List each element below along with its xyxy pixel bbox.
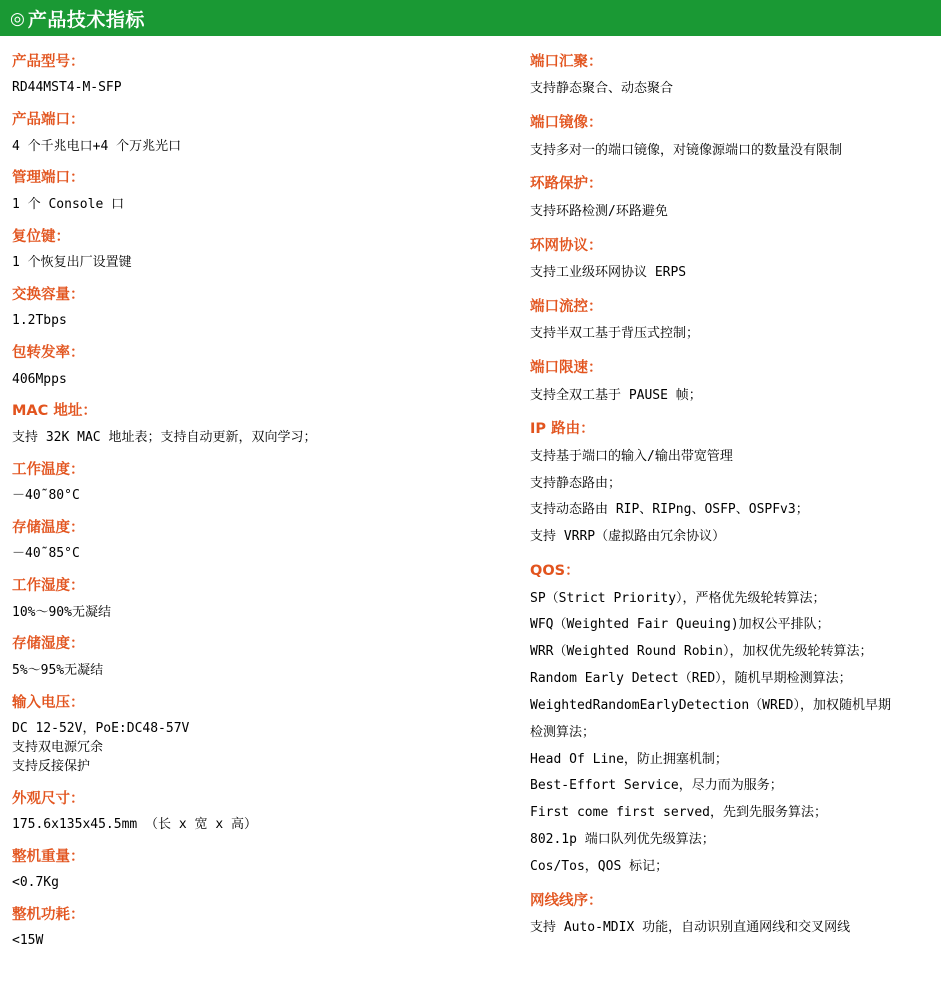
spec-item-switching-capacity — [12, 287, 520, 331]
spec-label: 交换容量： — [12, 286, 85, 303]
spec-label: 网线线序： — [530, 892, 603, 909]
spec-value: DC 12-52V，PoE:DC48-57V 支持双电源冗余 支持反接保护 — [12, 720, 190, 774]
spec-item-dimensions — [12, 791, 520, 835]
spec-item-flow-control — [530, 299, 941, 344]
spec-item-operating-temperature — [12, 462, 520, 506]
spec-label: 产品端口： — [12, 112, 85, 129]
spec-value: 支持半双工基于背压式控制； — [530, 326, 700, 342]
spec-label: 存储温度： — [12, 519, 85, 536]
spec-value: 支持静态聚合、动态聚合 — [530, 81, 674, 97]
spec-item-forwarding-rate — [12, 345, 520, 389]
spec-item-management-port — [12, 170, 520, 214]
page-header — [0, 0, 941, 36]
spec-item-port-mirroring — [530, 115, 941, 160]
spec-item-cable-wiring — [530, 893, 941, 938]
spec-label: 端口流控： — [530, 298, 603, 315]
spec-value: 支持多对一的端口镜像，对镜像源端口的数量没有限制 — [530, 142, 843, 158]
spec-item-storage-temperature — [12, 520, 520, 564]
spec-item-port-aggregation — [530, 54, 941, 99]
spec-label: 环路保护： — [530, 176, 603, 193]
left-spec-column — [0, 54, 520, 965]
spec-columns — [0, 36, 941, 965]
spec-label: 整机功耗： — [12, 906, 85, 923]
spec-value: <15W — [12, 933, 44, 949]
spec-item-mac-address — [12, 403, 520, 447]
spec-item-model — [12, 54, 520, 98]
spec-item-reset-key — [12, 229, 520, 273]
spec-value: 5%～95%无凝结 — [12, 662, 104, 678]
spec-value: 1 个 Console 口 — [12, 196, 125, 212]
spec-item-input-voltage — [12, 695, 520, 777]
spec-item-storage-humidity — [12, 636, 520, 680]
spec-label: IP 路由： — [530, 421, 595, 438]
spec-value: 406Mpps — [12, 371, 67, 387]
spec-label: 产品型号： — [12, 54, 85, 70]
spec-value: 1 个恢复出厂设置键 — [12, 255, 132, 271]
spec-label: 工作温度： — [12, 461, 85, 478]
spec-value: SP（Strict Priority），严格优先级轮转算法； WFQ（Weighted Fair Queuing)加权公平排队； WRR（Weighted Round Robin），加权优先级轮转算法； Random Early Detect（RED），随机早期检测算法； WeightedRandomEarlyDetection（WRED），加权随机早期 检测算法； Head Of Line，防止拥塞机制； Best-Effort Service，尽力而为服务； First come first served，先到先服务算法； 802.1p 端口队列优先级算法； Cos/Tos，QOS 标记； — [530, 590, 891, 874]
spec-value: 支持 Auto-MDIX 功能，自动识别直通网线和交叉网线 — [530, 920, 851, 936]
spec-label: 端口汇聚： — [530, 54, 603, 70]
spec-value: 175.6x135x45.5mm （长 x 宽 x 高） — [12, 816, 258, 832]
spec-item-loop-protection — [530, 176, 941, 221]
spec-item-rate-limiting — [530, 360, 941, 405]
spec-value: 1.2Tbps — [12, 313, 67, 329]
spec-value: 支持全双工基于 PAUSE 帧； — [530, 387, 702, 403]
bullseye-icon: ◎ — [10, 8, 25, 28]
spec-item-ring-protocol — [530, 238, 941, 283]
right-spec-column — [520, 54, 941, 965]
spec-item-ip-routing — [530, 421, 941, 547]
spec-item-weight — [12, 849, 520, 893]
spec-label: MAC 地址： — [12, 403, 97, 420]
spec-label: 管理端口： — [12, 170, 85, 187]
spec-value: 10%～90%无凝结 — [12, 604, 111, 620]
spec-label: 外观尺寸： — [12, 790, 85, 807]
spec-label: 整机重量： — [12, 848, 85, 865]
spec-value: 支持基于端口的输入/输出带宽管理 支持静态路由； 支持动态路由 RIP、RIPng、OSFP、OSPFv3； 支持 VRRP（虚拟路由冗余协议） — [530, 448, 809, 545]
spec-value: 支持工业级环网协议 ERPS — [530, 265, 687, 281]
spec-label: 包转发率： — [12, 345, 85, 362]
page-title: 产品技术指标 — [27, 8, 145, 31]
spec-value: 4 个千兆电口+4 个万兆光口 — [12, 138, 182, 154]
spec-value: －40˜85°C — [12, 546, 80, 562]
spec-label: 环网协议： — [530, 237, 603, 254]
spec-label: 工作湿度： — [12, 578, 85, 595]
spec-item-operating-humidity — [12, 578, 520, 622]
spec-value: RD44MST4-M-SFP — [12, 80, 122, 96]
spec-value: 支持 32K MAC 地址表；支持自动更新，双向学习； — [12, 429, 317, 445]
spec-value: －40˜80°C — [12, 488, 80, 504]
spec-value: <0.7Kg — [12, 875, 59, 891]
spec-item-qos — [530, 563, 941, 877]
spec-label: QOS： — [530, 563, 580, 580]
spec-label: 复位键： — [12, 228, 70, 245]
spec-item-power-consumption — [12, 907, 520, 951]
spec-label: 输入电压： — [12, 694, 85, 711]
spec-label: 端口限速： — [530, 360, 603, 377]
spec-item-ports — [12, 112, 520, 156]
spec-value: 支持环路检测/环路避免 — [530, 203, 668, 219]
spec-label: 端口镜像： — [530, 115, 603, 132]
spec-label: 存储湿度： — [12, 636, 85, 653]
